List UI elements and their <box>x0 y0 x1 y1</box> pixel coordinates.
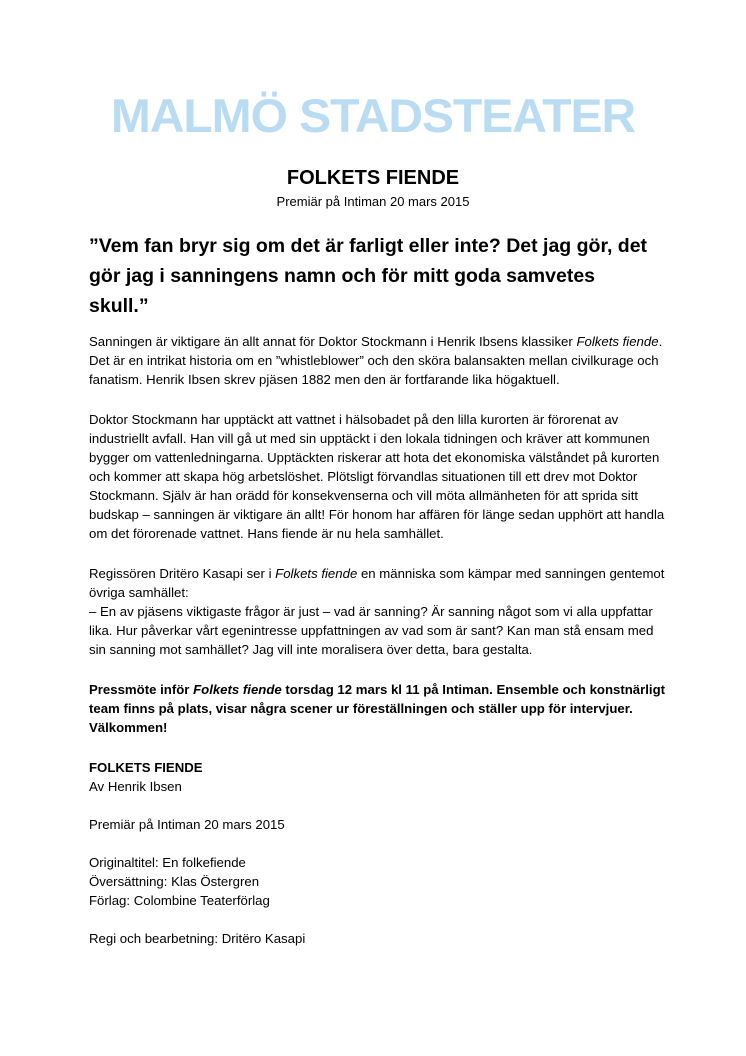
malmo-stadsteater-logo <box>0 86 746 146</box>
director-text-2: en människa som kämpar med sanningen gentemot övriga samhället: <box>89 566 665 600</box>
document-subtitle: Premiär på Intiman 20 mars 2015 <box>276 194 470 209</box>
paragraph-press-meeting <box>89 680 669 737</box>
body-text <box>89 332 669 948</box>
credits-title: FOLKETS FIENDE <box>89 760 203 775</box>
paragraph-plot: Doktor Stockmann har upptäckt att vattnet i hälsobadet på den lilla kurorten är förorenat av industriellt avfall. Han vill gå ut med sin upptäckt i den lokala tidningen och kräver att kommunen bygger om vattenledningarna. Upptäckten riskerar att hota det ekonomiska välståndet på kurorten och kommer att skapa hög arbetslöshet. Plötsligt förvandlas situationen till ett drev mot Doktor Stockmann. Själv är han orädd för konsekvenserna och vill möta allmänheten för att sprida sitt budskap – sanningen är viktigare än allt! För honom har affären för länge sedan upphört att handla om det förorenade vattnet. Hans fiende är nu hela samhället. <box>89 412 665 541</box>
credits-block <box>89 758 669 948</box>
credits-original-title: Originaltitel: En folkefiende <box>89 855 246 870</box>
credits-premiere: Premiär på Intiman 20 mars 2015 <box>89 817 285 832</box>
press-text-2: torsdag 12 mars kl 11 på Intiman. Ensemble och konstnärligt team finns på plats, visar några scener ur föreställningen och ställer upp för intervjuer. Välkommen! <box>89 682 666 735</box>
paragraph-director <box>89 564 669 659</box>
credits-direction: Regi och bearbetning: Dritëro Kasapi <box>89 931 306 946</box>
director-text: Regissören Dritëro Kasapi ser i <box>89 566 276 581</box>
document-title: FOLKETS FIENDE <box>286 167 460 189</box>
paragraph-intro-text: Sanningen är viktigare än allt annat för Doktor Stockmann i Henrik Ibsens klassiker <box>89 334 577 349</box>
play-title-italic: Folkets fiende <box>193 682 282 697</box>
play-title-italic: Folkets fiende <box>576 334 659 349</box>
logo-text: MALMÖ STADSTEATER <box>110 89 636 142</box>
credits-author: Av Henrik Ibsen <box>89 779 182 794</box>
press-text: Pressmöte inför <box>89 682 194 697</box>
pull-quote: ”Vem fan bryr sig om det är farligt eller inte? Det jag gör, det gör jag i sanningens namn och för mitt goda samvetes skull.” <box>89 235 648 317</box>
paragraph-intro <box>89 332 669 389</box>
credits-publisher: Förlag: Colombine Teaterförlag <box>89 893 270 908</box>
director-quote: – En av pjäsens viktigaste frågor är just – vad är sanning? Är sanning något som vi alla uppfattar lika. Hur påverkar vårt egenintresse uppfattningen av vad som är sant? Kan man stå ensam med sin sanning mot samhället? Jag vill inte moralisera över detta, bara gestalta. <box>89 604 654 657</box>
paragraph-intro-text-2: . Det är en intrikat historia om en ”whistleblower” och den sköra balansakten mellan civilkurage och fanatism. Henrik Ibsen skrev pjäsen 1882 men den är fortfarande lika högaktuell. <box>89 334 663 387</box>
credits-translation: Översättning: Klas Östergren <box>89 874 260 889</box>
play-title-italic: Folkets fiende <box>275 566 358 581</box>
